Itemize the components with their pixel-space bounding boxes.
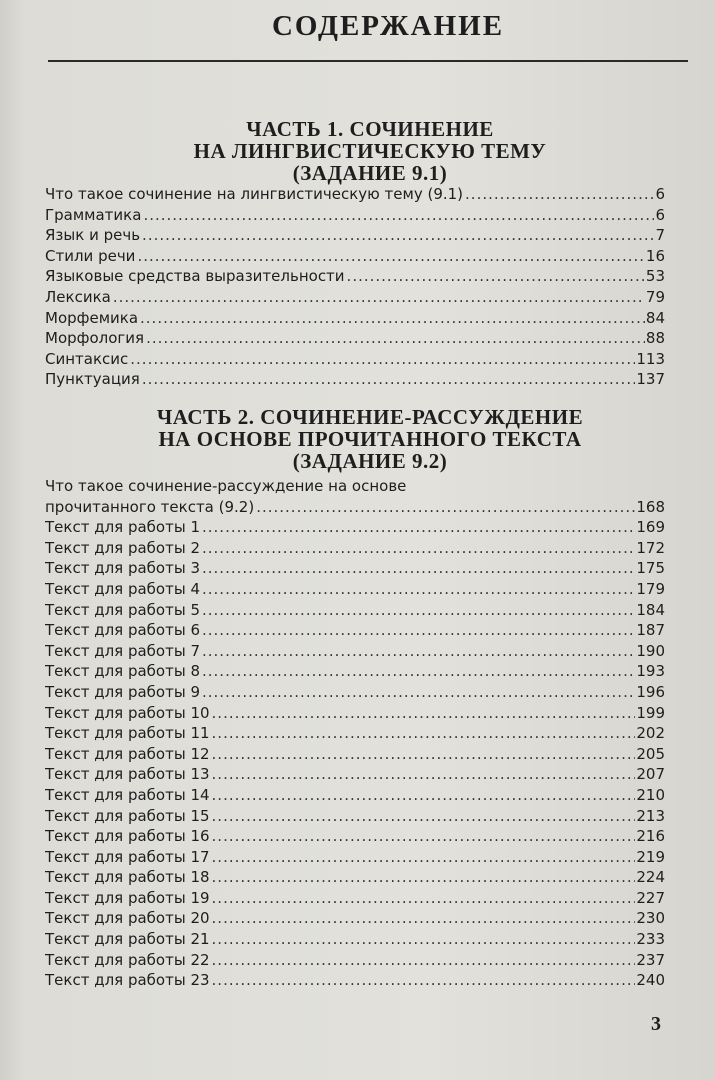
dot-leader bbox=[212, 786, 636, 804]
dot-leader bbox=[202, 518, 635, 536]
toc-entry[interactable] bbox=[45, 971, 665, 992]
toc-entry-label: Текст для работы 3 bbox=[45, 559, 200, 578]
toc-entry-label: Текст для работы 2 bbox=[45, 538, 200, 557]
page-number: 3 bbox=[651, 1013, 661, 1035]
dot-leader bbox=[212, 889, 636, 907]
dot-leader bbox=[113, 288, 645, 306]
dot-leader bbox=[130, 350, 635, 368]
toc-entry-page: 210 bbox=[636, 785, 665, 804]
toc-entry-label: Текст для работы 14 bbox=[45, 785, 210, 804]
toc-entry-label: Текст для работы 22 bbox=[45, 950, 210, 969]
toc-entry-page: 137 bbox=[636, 370, 665, 389]
toc-entry-label: Грамматика bbox=[45, 205, 142, 224]
dot-leader bbox=[212, 745, 636, 763]
toc-entry-label: прочитанного текста (9.2) bbox=[45, 497, 255, 516]
toc-entry-page: 79 bbox=[645, 287, 665, 306]
toc-entry-label: Морфология bbox=[45, 329, 145, 348]
toc-entry-page: 184 bbox=[636, 600, 665, 619]
dot-leader bbox=[212, 909, 636, 927]
toc-entry-label: Текст для работы 8 bbox=[45, 662, 200, 681]
part1-title-line-3: (ЗАДАНИЕ 9.1) bbox=[292, 161, 448, 185]
dot-leader bbox=[212, 807, 636, 825]
toc-entry[interactable] bbox=[45, 642, 665, 663]
dot-leader bbox=[137, 247, 644, 265]
toc-entry[interactable] bbox=[45, 621, 665, 642]
toc-entry-label: Текст для работы 6 bbox=[45, 621, 200, 640]
toc-header bbox=[48, 10, 688, 43]
toc-entry-label: Текст для работы 18 bbox=[45, 868, 210, 887]
toc-entry-label: Язык и речь bbox=[45, 226, 141, 245]
toc-entry[interactable] bbox=[45, 350, 665, 371]
dot-leader bbox=[142, 226, 654, 244]
toc-entry[interactable] bbox=[45, 580, 665, 601]
page-title: СОДЕРЖАНИЕ bbox=[271, 10, 505, 42]
toc-entry-label: Морфемика bbox=[45, 308, 139, 327]
toc-entry-page: 196 bbox=[636, 682, 665, 701]
toc-entry[interactable] bbox=[45, 868, 665, 889]
toc-entry-page: 227 bbox=[636, 888, 665, 907]
toc-entry[interactable] bbox=[45, 539, 665, 560]
toc-entry[interactable] bbox=[45, 786, 665, 807]
dot-leader bbox=[202, 621, 635, 639]
toc-entry-label: Стили речи bbox=[45, 246, 136, 265]
toc-entry[interactable] bbox=[45, 745, 665, 766]
toc-entry-page: 233 bbox=[636, 930, 665, 949]
toc-entry-label: Что такое сочинение на лингвистическую тему (9.1) bbox=[45, 185, 464, 203]
toc-entry-label: Текст для работы 16 bbox=[45, 827, 210, 846]
toc-entry[interactable] bbox=[45, 889, 665, 910]
toc-entry[interactable] bbox=[45, 226, 665, 247]
toc-entry-intro-line1: Что такое сочинение-рассуждение на основе bbox=[45, 477, 407, 495]
toc-entry[interactable] bbox=[45, 704, 665, 725]
toc-entry-page: 168 bbox=[636, 497, 665, 516]
toc-entry-label: Текст для работы 15 bbox=[45, 806, 210, 825]
toc-entry-page: 88 bbox=[645, 329, 665, 348]
dot-leader bbox=[202, 662, 635, 680]
toc-entry-page: 169 bbox=[636, 518, 665, 537]
part2-title-line-1: ЧАСТЬ 2. СОЧИНЕНИЕ-РАССУЖДЕНИЕ bbox=[156, 405, 584, 429]
toc-entry-label: Синтаксис bbox=[45, 349, 129, 368]
part2-title-line-2: НА ОСНОВЕ ПРОЧИТАННОГО ТЕКСТА bbox=[158, 427, 582, 451]
part2-title bbox=[30, 406, 710, 472]
toc-entry-label: Текст для работы 20 bbox=[45, 909, 210, 928]
dot-leader bbox=[202, 539, 635, 557]
toc-entry-label: Текст для работы 12 bbox=[45, 744, 210, 763]
toc-entry-page: 237 bbox=[636, 950, 665, 969]
toc-entry-page: 84 bbox=[645, 308, 665, 327]
toc-entry[interactable] bbox=[45, 329, 665, 350]
toc-entry-label: Текст для работы 13 bbox=[45, 765, 210, 784]
toc-entry[interactable] bbox=[45, 909, 665, 930]
dot-leader bbox=[212, 951, 636, 969]
toc-entry-label: Текст для работы 19 bbox=[45, 888, 210, 907]
toc-entry-label: Текст для работы 10 bbox=[45, 703, 210, 722]
toc-entry-label: Текст для работы 9 bbox=[45, 682, 200, 701]
toc-entry-label: Текст для работы 23 bbox=[45, 971, 210, 990]
part1-entries bbox=[45, 185, 665, 391]
toc-entry-label: Текст для работы 17 bbox=[45, 847, 210, 866]
toc-entry-page: 113 bbox=[636, 349, 665, 368]
toc-entry[interactable] bbox=[45, 309, 665, 330]
toc-entry[interactable] bbox=[45, 185, 665, 206]
dot-leader bbox=[202, 683, 635, 701]
toc-entry-label: Текст для работы 1 bbox=[45, 518, 200, 537]
dot-leader bbox=[212, 848, 636, 866]
toc-entry-page: 172 bbox=[636, 538, 665, 557]
toc-entry-page: 205 bbox=[636, 744, 665, 763]
dot-leader bbox=[140, 309, 645, 327]
part1-title-line-2: НА ЛИНГВИСТИЧЕСКУЮ ТЕМУ bbox=[193, 139, 547, 163]
toc-entry[interactable] bbox=[45, 848, 665, 869]
toc-entry[interactable] bbox=[45, 765, 665, 786]
toc-entry-page: 213 bbox=[636, 806, 665, 825]
dot-leader bbox=[347, 267, 645, 285]
dot-leader bbox=[212, 724, 636, 742]
toc-entry-page: 199 bbox=[636, 703, 665, 722]
toc-entry[interactable] bbox=[45, 951, 665, 972]
toc-entry-page: 7 bbox=[655, 226, 665, 245]
toc-entry[interactable] bbox=[45, 288, 665, 309]
part2-text-entries bbox=[45, 518, 665, 992]
dot-leader bbox=[202, 559, 635, 577]
toc-entry-page: 230 bbox=[636, 909, 665, 928]
toc-entry-label: Языковые средства выразительности bbox=[45, 267, 345, 286]
dot-leader bbox=[212, 827, 636, 845]
toc-entry[interactable] bbox=[45, 206, 665, 227]
header-rule bbox=[48, 60, 688, 62]
toc-entry-label: Текст для работы 4 bbox=[45, 579, 200, 598]
toc-entry[interactable] bbox=[45, 559, 665, 580]
toc-entry-page: 16 bbox=[645, 246, 665, 265]
toc-entry-page: 175 bbox=[636, 559, 665, 578]
toc-entry-label: Текст для работы 21 bbox=[45, 930, 210, 949]
dot-leader bbox=[202, 642, 635, 660]
toc-entry[interactable] bbox=[45, 930, 665, 951]
part2-entries bbox=[45, 477, 665, 992]
toc-entry[interactable] bbox=[45, 827, 665, 848]
toc-entry[interactable] bbox=[45, 518, 665, 539]
toc-entry[interactable] bbox=[45, 662, 665, 683]
toc-entry-page: 53 bbox=[645, 267, 665, 286]
toc-entry-label: Пунктуация bbox=[45, 370, 140, 389]
dot-leader bbox=[212, 704, 636, 722]
dot-leader bbox=[256, 498, 635, 516]
toc-entry-page: 224 bbox=[636, 868, 665, 887]
toc-entry-intro[interactable] bbox=[45, 498, 665, 519]
dot-leader bbox=[146, 329, 645, 347]
toc-entry-page: 193 bbox=[636, 662, 665, 681]
toc-entry-label: Текст для работы 5 bbox=[45, 600, 200, 619]
dot-leader bbox=[202, 580, 635, 598]
part2-title-line-3: (ЗАДАНИЕ 9.2) bbox=[292, 449, 448, 473]
toc-entry-page: 216 bbox=[636, 827, 665, 846]
toc-entry[interactable] bbox=[45, 370, 665, 391]
toc-entry-page: 219 bbox=[636, 847, 665, 866]
toc-entry-page: 6 bbox=[655, 205, 665, 224]
toc-entry-page: 187 bbox=[636, 621, 665, 640]
dot-leader bbox=[465, 185, 654, 203]
toc-entry[interactable] bbox=[45, 683, 665, 704]
toc-entry-page: 202 bbox=[636, 724, 665, 743]
toc-entry-page: 6 bbox=[655, 185, 665, 203]
dot-leader bbox=[143, 206, 654, 224]
toc-entry[interactable] bbox=[45, 601, 665, 622]
dot-leader bbox=[212, 930, 636, 948]
toc-entry-page: 190 bbox=[636, 641, 665, 660]
toc-entry-page: 179 bbox=[636, 579, 665, 598]
toc-entry-label: Текст для работы 7 bbox=[45, 641, 200, 660]
toc-entry-page: 207 bbox=[636, 765, 665, 784]
toc-entry-page: 240 bbox=[636, 971, 665, 990]
toc-entry[interactable] bbox=[45, 807, 665, 828]
dot-leader bbox=[212, 971, 636, 989]
toc-entry[interactable] bbox=[45, 267, 665, 288]
dot-leader bbox=[142, 370, 636, 388]
dot-leader bbox=[212, 868, 636, 886]
part1-title bbox=[30, 118, 710, 184]
dot-leader bbox=[212, 765, 636, 783]
toc-entry-label: Текст для работы 11 bbox=[45, 724, 210, 743]
toc-entry[interactable] bbox=[45, 247, 665, 268]
toc-entry-label: Лексика bbox=[45, 287, 111, 306]
dot-leader bbox=[202, 601, 635, 619]
part1-title-line-1: ЧАСТЬ 1. СОЧИНЕНИЕ bbox=[246, 117, 494, 141]
toc-entry[interactable] bbox=[45, 724, 665, 745]
